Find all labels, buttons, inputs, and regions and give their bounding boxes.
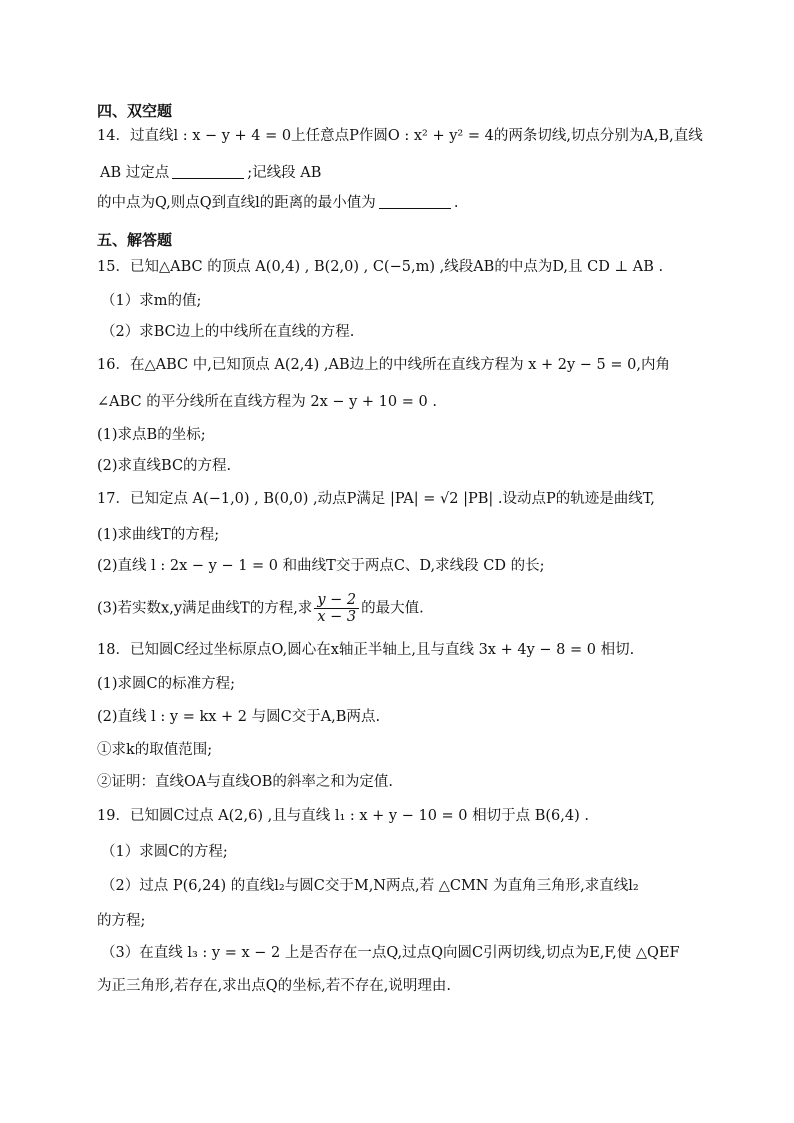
q19-part3-line1: （3）在直线 l₃ : y = x − 2 上是否存在一点Q,过点Q向圆C引两切线,切点为E,F,使 △QEF (101, 945, 680, 961)
q18-part2: (2)直线 l : y = kx + 2 与圆C交于A,B两点. (97, 709, 381, 725)
q15-stem: 15．已知△ABC 的顶点 A(0,4) , B(2,0) , C(−5,m) ,线段AB的中点为D,且 CD ⊥ AB . (97, 259, 664, 275)
q17-part2: (2)直线 l : 2x − y − 1 = 0 和曲线T交于两点C、D,求线段 CD 的长; (97, 558, 545, 574)
q17-stem: 17．已知定点 A(−1,0) , B(0,0) ,动点P满足 |PA| = √2 |PB| .设动点P的轨迹是曲线T, (97, 491, 655, 507)
q14-line2 (100, 163, 321, 183)
fraction-numerator: y − 2 (314, 592, 359, 609)
section-heading-5: 五、解答题 (97, 231, 173, 249)
q18-part2a: ①求k的取值范围; (97, 742, 213, 758)
q18-part2b: ②证明：直线OA与直线OB的斜率之和为定值. (97, 774, 394, 790)
q19-part3-line2: 为正三角形,若存在,求出点Q的坐标,若不存在,说明理由. (97, 978, 451, 994)
q14-line3 (97, 193, 458, 213)
q14-line3-text-b: . (453, 195, 459, 211)
q16-stem-line1: 16．在△ABC 中,已知顶点 A(2,4) ,AB边上的中线所在直线方程为 x + 2y − 5 = 0,内角 (97, 357, 670, 373)
q18-part1: (1)求圆C的标准方程; (97, 676, 236, 692)
q14-line2-text-a: AB 过定点 (100, 165, 170, 181)
q16-part1: (1)求点B的坐标; (97, 427, 206, 443)
q19-part2-line2: 的方程; (97, 913, 146, 929)
q16-part2: (2)求直线BC的方程. (97, 458, 232, 474)
q14-line3-text-a: 的中点为Q,则点Q到直线l的距离的最小值为 (97, 195, 376, 211)
q14-line2-text-b: ;记线段 AB (247, 165, 322, 181)
answer-blank-2 (379, 194, 451, 209)
fraction (314, 592, 359, 625)
answer-blank-1 (172, 164, 244, 179)
q19-part1: （1）求圆C的方程; (101, 844, 228, 860)
q17-part3-text-a: (3)若实数x,y满足曲线T的方程,求 (97, 600, 313, 617)
q18-stem: 18．已知圆C经过坐标原点O,圆心在x轴正半轴上,且与直线 3x + 4y − 8 = 0 相切. (97, 642, 635, 658)
q17-part3-text-b: 的最大值. (361, 600, 424, 617)
q17-part3 (97, 592, 424, 625)
section-heading-4: 四、双空题 (97, 102, 173, 120)
q16-stem-line2: ∠ABC 的平分线所在直线方程为 2x − y + 10 = 0 . (97, 394, 437, 410)
fraction-denominator: x − 3 (317, 609, 357, 625)
q14-line1: 14．过直线l : x − y + 4 = 0上任意点P作圆O : x² + y² = 4的两条切线,切点分别为A,B,直线 (97, 128, 703, 144)
q19-part2-line1: （2）过点 P(6,24) 的直线l₂与圆C交于M,N两点,若 △CMN 为直角三角形,求直线l₂ (101, 878, 639, 894)
q15-part1: （1）求m的值; (101, 293, 202, 309)
q17-part1: (1)求曲线T的方程; (97, 527, 220, 543)
q15-part2: （2）求BC边上的中线所在直线的方程. (101, 324, 355, 340)
q19-stem: 19．已知圆C过点 A(2,6) ,且与直线 l₁ : x + y − 10 = 0 相切于点 B(6,4) . (97, 808, 589, 824)
